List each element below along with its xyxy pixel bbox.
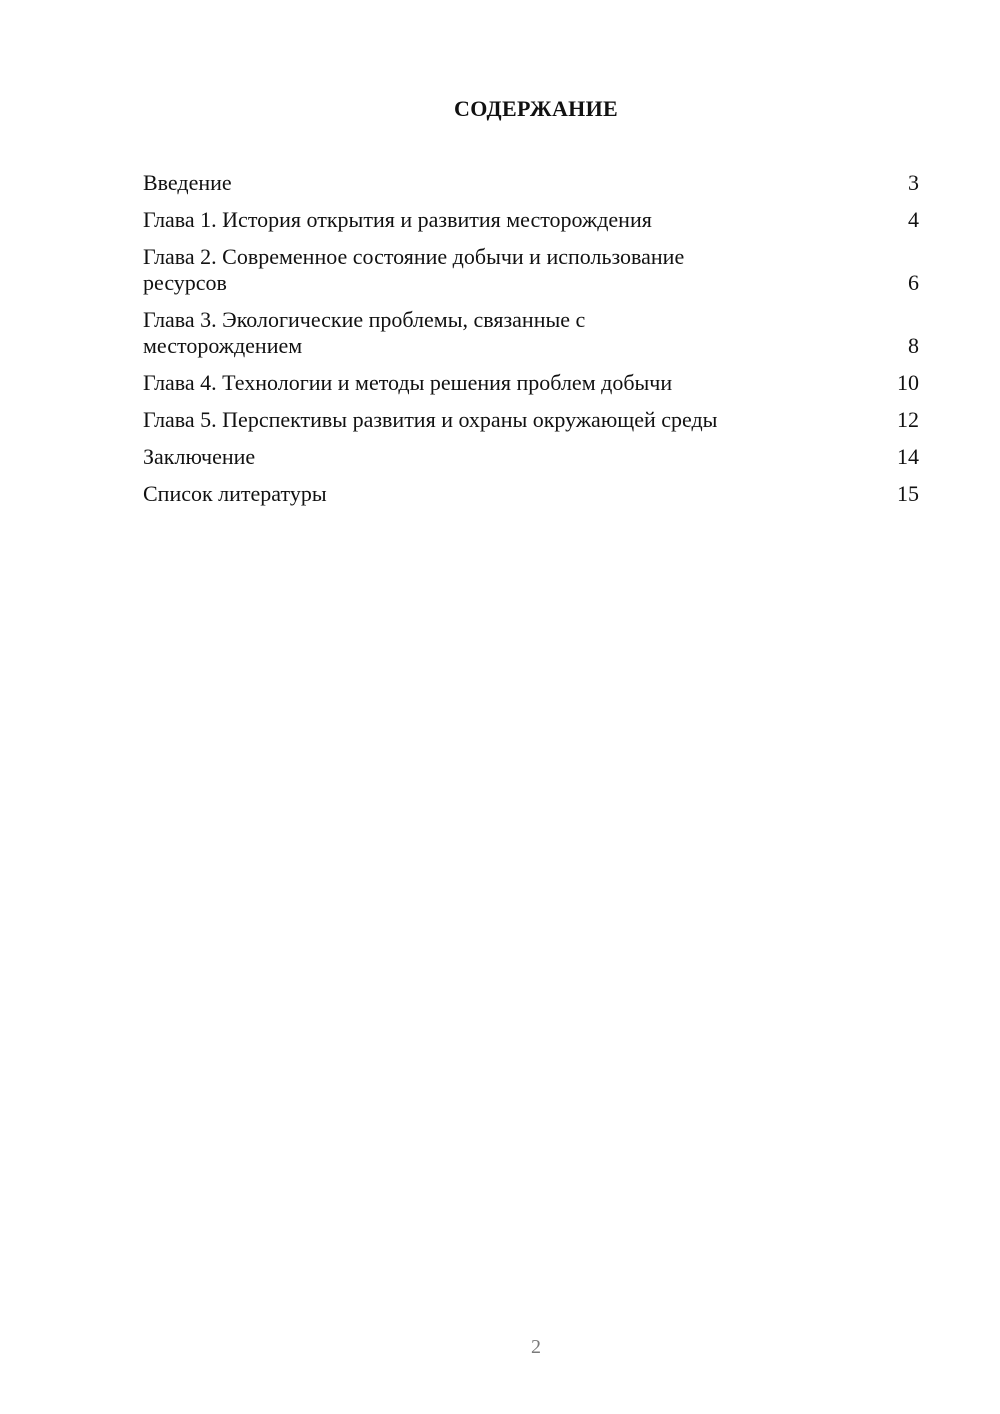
toc-entry-chapter-5 (143, 407, 919, 433)
toc-entry-chapter-3 (143, 307, 919, 359)
toc-entry-introduction (143, 170, 919, 196)
toc-entry-text: Заключение (143, 444, 256, 469)
toc-entry-chapter-2 (143, 244, 919, 296)
toc-entry-text: Введение (143, 170, 232, 195)
toc-entry-page: 14 (897, 444, 919, 469)
table-of-contents (143, 170, 919, 518)
toc-entry-text: Глава 5. Перспективы развития и охраны окружающей среды (143, 407, 718, 432)
toc-title: СОДЕРЖАНИЕ (454, 96, 618, 121)
toc-entry-conclusion (143, 444, 919, 470)
toc-entry-page: 10 (897, 370, 919, 395)
toc-entry-chapter-1 (143, 207, 919, 233)
toc-entry-page: 8 (908, 333, 919, 358)
toc-entry-page: 15 (897, 481, 919, 506)
toc-entry-text: Глава 1. История открытия и развития месторождения (143, 207, 652, 232)
toc-entry-page: 3 (908, 170, 919, 195)
toc-entry-text: Список литературы (143, 481, 327, 506)
toc-entry-bibliography (143, 481, 919, 507)
toc-entry-chapter-4 (143, 370, 919, 396)
toc-entry-text: Глава 3. Экологические проблемы, связанные с месторождением (143, 307, 586, 358)
toc-entry-page: 4 (908, 207, 919, 232)
toc-entry-page: 6 (908, 270, 919, 295)
toc-entry-text: Глава 4. Технологии и методы решения проблем добычи (143, 370, 673, 395)
page-number: 2 (531, 1336, 541, 1358)
toc-entry-page: 12 (897, 407, 919, 432)
toc-entry-text: Глава 2. Современное состояние добычи и использование ресурсов (143, 244, 685, 295)
